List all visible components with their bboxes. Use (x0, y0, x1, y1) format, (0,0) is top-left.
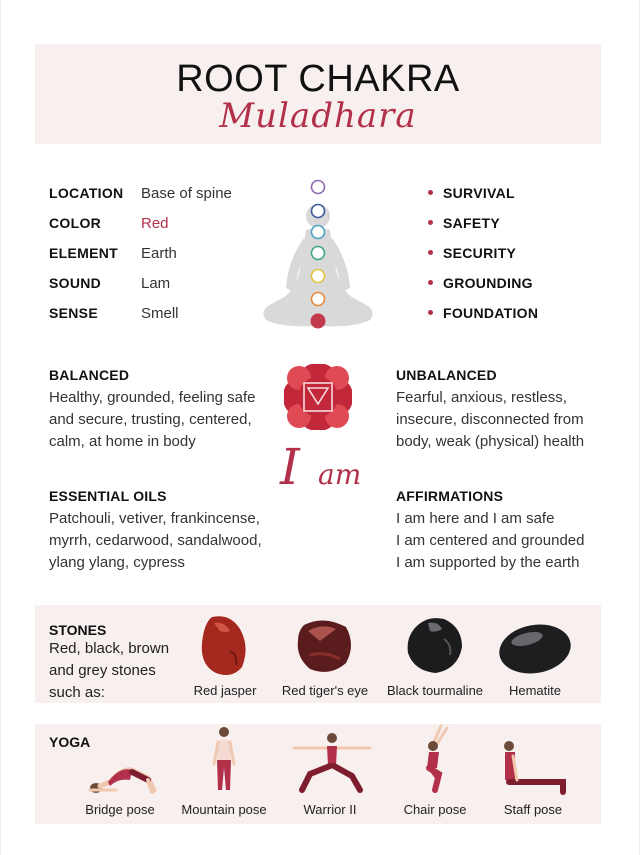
essential-oils-line: ylang ylang, cypress (49, 554, 185, 571)
essential-oils-line: Patchouli, vetiver, frankincense, (49, 510, 260, 527)
stone-label: Red jasper (193, 683, 257, 698)
mantra-am: am (318, 458, 362, 491)
i-am-mantra (262, 438, 382, 502)
theme-item: FOUNDATION (428, 305, 538, 327)
stone-black-tourmaline (386, 611, 484, 701)
pose-staff (483, 724, 583, 824)
pose-bridge (70, 724, 170, 824)
property-element (49, 245, 279, 267)
essential-oils-line: myrrh, cedarwood, sandalwood, (49, 532, 262, 549)
property-location (49, 185, 279, 207)
unbalanced-section (396, 367, 584, 453)
red-tigers-eye-stone-icon (290, 611, 360, 681)
pose-chair (385, 724, 485, 824)
pose-mountain (174, 724, 274, 824)
property-key: SENSE (49, 305, 98, 321)
stones-heading: STONES (49, 622, 107, 638)
balanced-section (49, 367, 256, 453)
yoga-section (35, 724, 601, 824)
warrior-two-pose-icon (280, 724, 380, 799)
page-subtitle: Muladhara (219, 96, 417, 136)
stone-red-jasper (180, 611, 270, 701)
theme-item: SAFETY (428, 215, 500, 237)
stone-label: Hematite (508, 683, 562, 698)
header-band (35, 44, 601, 144)
pose-label: Warrior II (303, 802, 357, 817)
property-value: Earth (141, 245, 177, 262)
balanced-heading: BALANCED (49, 367, 130, 383)
balanced-line: and secure, trusting, centered, (49, 411, 252, 428)
pose-label: Mountain pose (181, 802, 267, 817)
affirmations-heading: AFFIRMATIONS (396, 488, 504, 504)
property-key: ELEMENT (49, 245, 118, 261)
mantra-i: I (280, 438, 300, 496)
unbalanced-line: body, weak (physical) health (396, 433, 585, 450)
bridge-pose-icon (70, 724, 170, 799)
property-sound (49, 275, 279, 297)
property-value: Base of spine (141, 185, 232, 202)
affirmation-line: I am centered and grounded (396, 532, 585, 549)
pose-label: Staff pose (503, 802, 563, 817)
root-chakra-symbol-icon (284, 364, 352, 430)
balanced-line: Healthy, grounded, feeling safe (49, 389, 256, 406)
unbalanced-heading: UNBALANCED (396, 367, 497, 383)
yoga-heading: YOGA (49, 734, 91, 750)
hematite-stone-icon (495, 611, 575, 681)
property-key: COLOR (49, 215, 102, 231)
theme-item: SECURITY (428, 245, 516, 267)
red-jasper-stone-icon (190, 611, 260, 681)
meditation-figure-icon (258, 178, 378, 333)
property-key: SOUND (49, 275, 102, 291)
stones-section (35, 605, 601, 703)
property-color (49, 215, 279, 237)
stone-hematite (490, 611, 580, 701)
stones-description: Red, black, brown and grey stones such as: (49, 640, 170, 701)
mountain-pose-icon (174, 724, 274, 799)
pose-label: Bridge pose (85, 802, 155, 817)
theme-item: SURVIVAL (428, 185, 515, 207)
staff-pose-icon (483, 724, 583, 799)
page-title: ROOT CHAKRA (176, 58, 460, 100)
affirmations-section (396, 488, 584, 574)
affirmation-line: I am supported by the earth (396, 554, 580, 571)
property-sense (49, 305, 279, 327)
property-value: Smell (141, 305, 179, 322)
essential-oils-heading: ESSENTIAL OILS (49, 488, 167, 504)
pose-label: Chair pose (403, 802, 467, 817)
chair-pose-icon (385, 724, 485, 799)
property-value: Red (141, 215, 169, 232)
balanced-line: calm, at home in body (49, 433, 196, 450)
unbalanced-line: insecure, disconnected from (396, 411, 584, 428)
stone-label: Black tourmaline (386, 683, 484, 698)
unbalanced-line: Fearful, anxious, restless, (396, 389, 567, 406)
stone-label: Red tiger's eye (281, 683, 369, 698)
property-key: LOCATION (49, 185, 124, 201)
property-value: Lam (141, 275, 171, 292)
black-tourmaline-stone-icon (400, 611, 470, 681)
theme-item: GROUNDING (428, 275, 533, 297)
pose-warrior-two (280, 724, 380, 824)
affirmation-line: I am here and I am safe (396, 510, 555, 527)
essential-oils-section (49, 488, 262, 574)
stone-red-tigers-eye (280, 611, 370, 701)
